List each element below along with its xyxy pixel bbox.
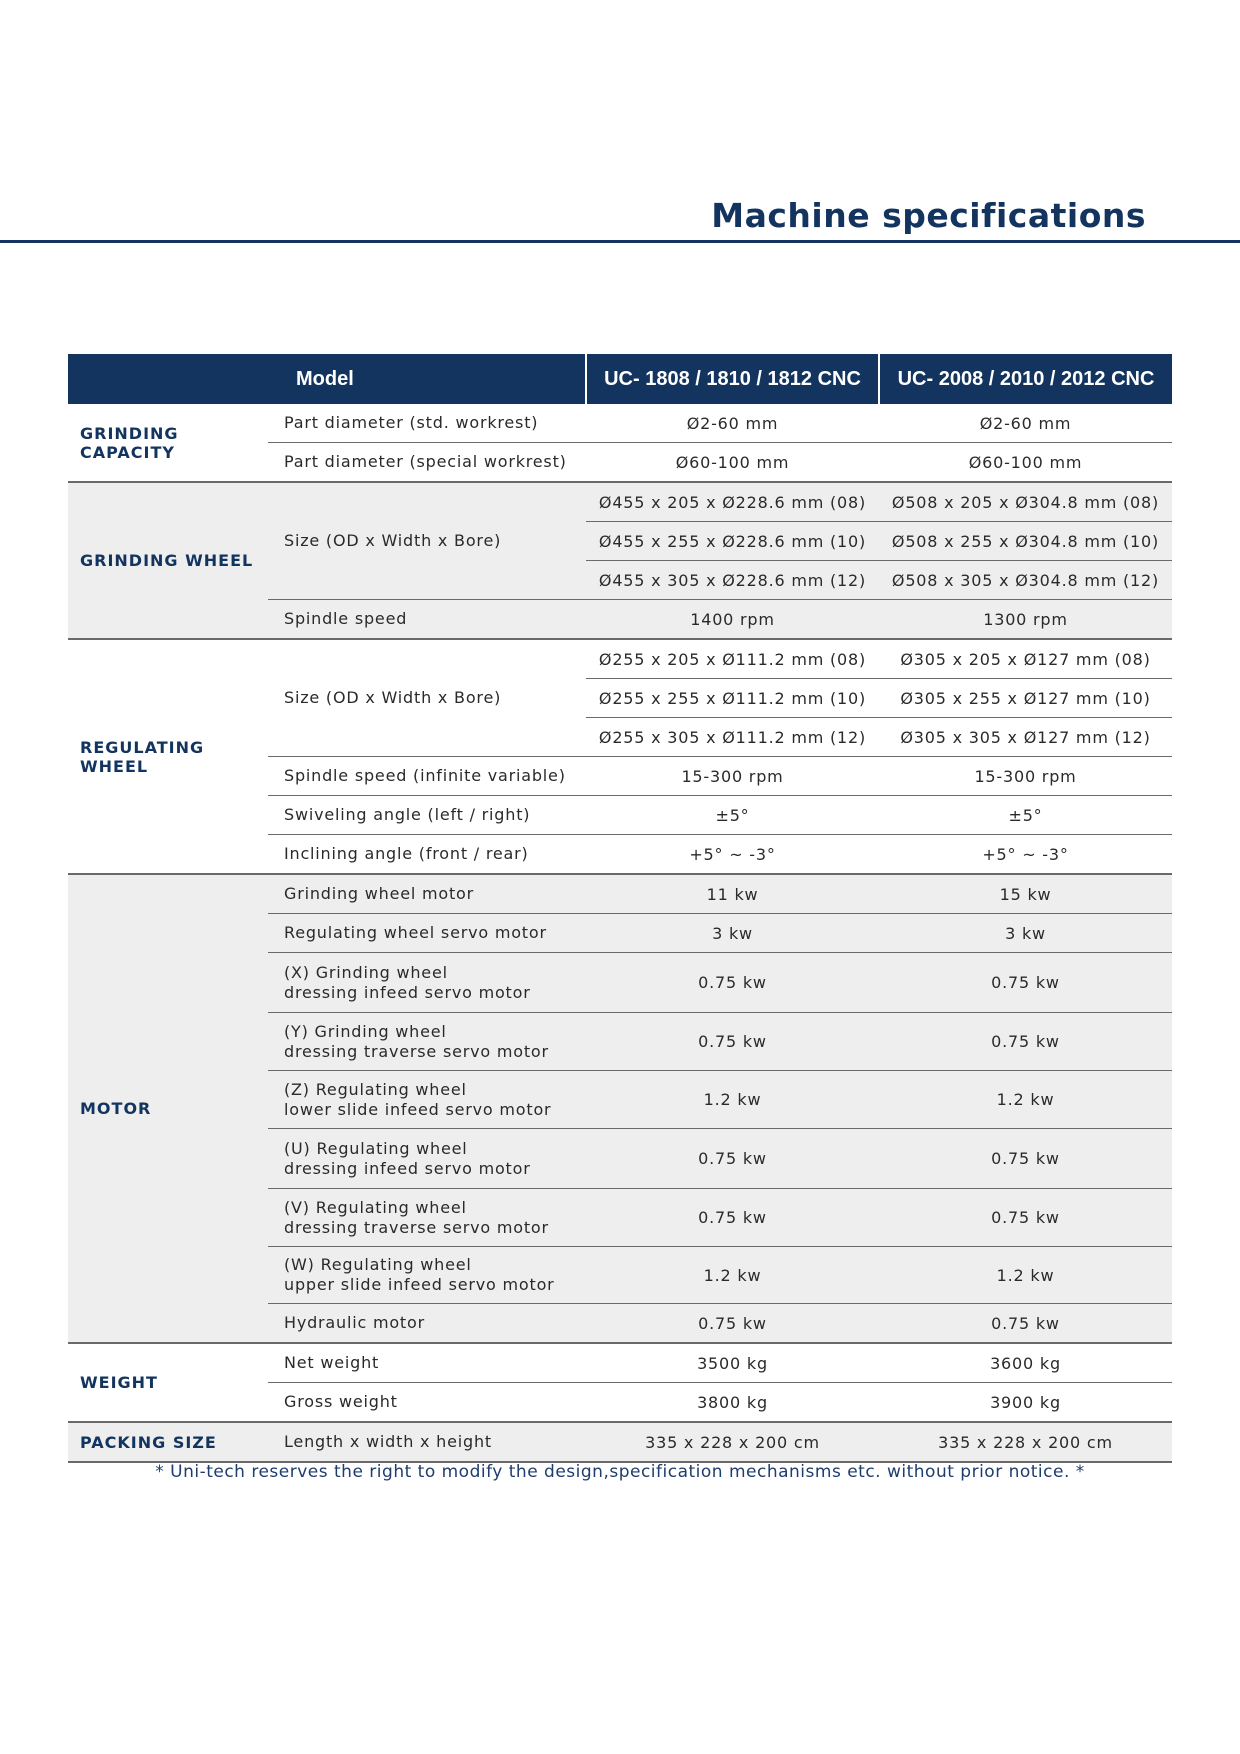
value-model-1: ±5° — [586, 796, 879, 835]
value-model-2: 0.75 kw — [879, 1129, 1172, 1189]
value-model-2: 3 kw — [879, 914, 1172, 953]
item-label: Part diameter (std. workrest) — [268, 404, 586, 443]
item-label: Part diameter (special workrest) — [268, 443, 586, 483]
category-motor: MOTOR — [68, 874, 268, 1343]
item-label: Size (OD x Width x Bore) — [268, 639, 586, 757]
item-line-2: lower slide infeed servo motor — [284, 1099, 552, 1119]
page-title: Machine specifications — [711, 196, 1146, 235]
item-label: Spindle speed (infinite variable) — [268, 757, 586, 796]
value-model-1: 335 x 228 x 200 cm — [586, 1422, 879, 1462]
item-line-1: (Y) Grinding wheel — [284, 1021, 447, 1041]
value-model-1: 0.75 kw — [586, 953, 879, 1013]
title-divider — [0, 240, 1240, 243]
header-model-1: UC- 1808 / 1810 / 1812 CNC — [586, 354, 879, 404]
table-row — [68, 874, 1172, 914]
value-model-2: 15 kw — [879, 874, 1172, 914]
item-label — [268, 874, 586, 914]
value-model-2: 0.75 kw — [879, 953, 1172, 1013]
item-line-2: dressing traverse servo motor — [284, 1041, 549, 1061]
value-model-1: 0.75 kw — [586, 1189, 879, 1247]
value-model-2: +5° ~ -3° — [879, 835, 1172, 875]
value-model-1: 15-300 rpm — [586, 757, 879, 796]
value-model-2: Ø508 x 205 x Ø304.8 mm (08) — [879, 482, 1172, 522]
value-model-1: 1.2 kw — [586, 1071, 879, 1129]
value-model-2: 1.2 kw — [879, 1247, 1172, 1304]
header-row — [68, 354, 1172, 404]
value-model-1: Ø2-60 mm — [586, 404, 879, 443]
item-line-1: (V) Regulating wheel — [284, 1197, 467, 1217]
value-model-2: Ø508 x 305 x Ø304.8 mm (12) — [879, 561, 1172, 600]
value-model-1: Ø455 x 305 x Ø228.6 mm (12) — [586, 561, 879, 600]
category-packing-size: PACKING SIZE — [68, 1422, 268, 1462]
footnote: * Uni-tech reserves the right to modify the design,specification mechanisms etc. without prior notice. * — [155, 1462, 1085, 1482]
table-row — [68, 404, 1172, 443]
category-grinding-capacity: GRINDING CAPACITY — [68, 404, 268, 482]
value-model-2: 1300 rpm — [879, 600, 1172, 640]
value-model-1: Ø60-100 mm — [586, 443, 879, 483]
value-model-2: 3600 kg — [879, 1343, 1172, 1383]
item-line-1: Regulating wheel servo motor — [284, 923, 547, 942]
item-line-2: dressing infeed servo motor — [284, 1158, 531, 1178]
value-model-2: 1.2 kw — [879, 1071, 1172, 1129]
value-model-1: 1.2 kw — [586, 1247, 879, 1304]
value-model-1: Ø455 x 255 x Ø228.6 mm (10) — [586, 522, 879, 561]
value-model-2: 0.75 kw — [879, 1304, 1172, 1344]
category-weight: WEIGHT — [68, 1343, 268, 1422]
item-line-1: Grinding wheel motor — [284, 884, 475, 903]
value-model-2: Ø305 x 305 x Ø127 mm (12) — [879, 718, 1172, 757]
item-line-2: dressing traverse servo motor — [284, 1217, 549, 1237]
value-model-1: Ø455 x 205 x Ø228.6 mm (08) — [586, 482, 879, 522]
header-model: Model — [68, 354, 586, 404]
group-grinding-wheel — [68, 482, 1172, 639]
value-model-2: Ø305 x 255 x Ø127 mm (10) — [879, 679, 1172, 718]
value-model-1: 3800 kg — [586, 1383, 879, 1423]
value-model-2: 0.75 kw — [879, 1013, 1172, 1071]
value-model-1: Ø255 x 255 x Ø111.2 mm (10) — [586, 679, 879, 718]
value-model-2: 0.75 kw — [879, 1189, 1172, 1247]
item-label — [268, 1189, 586, 1247]
table-row — [68, 1343, 1172, 1383]
item-label: Gross weight — [268, 1383, 586, 1423]
value-model-1: 0.75 kw — [586, 1013, 879, 1071]
value-model-1: 0.75 kw — [586, 1129, 879, 1189]
value-model-1: Ø255 x 205 x Ø111.2 mm (08) — [586, 639, 879, 679]
item-line-1: Hydraulic motor — [284, 1313, 425, 1332]
item-label: Swiveling angle (left / right) — [268, 796, 586, 835]
item-line-1: (Z) Regulating wheel — [284, 1079, 467, 1099]
item-label — [268, 1304, 586, 1344]
table-row — [68, 639, 1172, 679]
value-model-2: Ø305 x 205 x Ø127 mm (08) — [879, 639, 1172, 679]
value-model-1: +5° ~ -3° — [586, 835, 879, 875]
spec-table — [68, 354, 1172, 1463]
value-model-1: 3 kw — [586, 914, 879, 953]
item-label — [268, 1247, 586, 1304]
item-line-2: dressing infeed servo motor — [284, 982, 531, 1002]
table-row — [68, 482, 1172, 522]
value-model-1: 1400 rpm — [586, 600, 879, 640]
group-grinding-capacity — [68, 404, 1172, 482]
category-regulating-wheel: REGULATING WHEEL — [68, 639, 268, 874]
value-model-1: 3500 kg — [586, 1343, 879, 1383]
value-model-2: 3900 kg — [879, 1383, 1172, 1423]
value-model-2: Ø2-60 mm — [879, 404, 1172, 443]
item-line-1: (X) Grinding wheel — [284, 962, 448, 982]
value-model-2: 15-300 rpm — [879, 757, 1172, 796]
item-label: Inclining angle (front / rear) — [268, 835, 586, 875]
item-label — [268, 1013, 586, 1071]
item-label: Length x width x height — [268, 1422, 586, 1462]
category-grinding-wheel: GRINDING WHEEL — [68, 482, 268, 639]
value-model-2: ±5° — [879, 796, 1172, 835]
table-row — [68, 1422, 1172, 1462]
item-line-1: (W) Regulating wheel — [284, 1255, 472, 1274]
item-label — [268, 1071, 586, 1129]
item-label: Size (OD x Width x Bore) — [268, 482, 586, 600]
group-motor — [68, 874, 1172, 1343]
value-model-1: 0.75 kw — [586, 1304, 879, 1344]
value-model-2: Ø508 x 255 x Ø304.8 mm (10) — [879, 522, 1172, 561]
group-weight — [68, 1343, 1172, 1422]
item-label — [268, 953, 586, 1013]
item-line-2: upper slide infeed servo motor — [284, 1275, 555, 1294]
group-packing-size — [68, 1422, 1172, 1462]
group-regulating-wheel — [68, 639, 1172, 874]
item-label — [268, 1129, 586, 1189]
value-model-2: Ø60-100 mm — [879, 443, 1172, 483]
item-line-1: (U) Regulating wheel — [284, 1138, 468, 1158]
item-label: Net weight — [268, 1343, 586, 1383]
header-model-2: UC- 2008 / 2010 / 2012 CNC — [879, 354, 1172, 404]
item-label — [268, 914, 586, 953]
value-model-2: 335 x 228 x 200 cm — [879, 1422, 1172, 1462]
value-model-1: Ø255 x 305 x Ø111.2 mm (12) — [586, 718, 879, 757]
value-model-1: 11 kw — [586, 874, 879, 914]
item-label: Spindle speed — [268, 600, 586, 640]
